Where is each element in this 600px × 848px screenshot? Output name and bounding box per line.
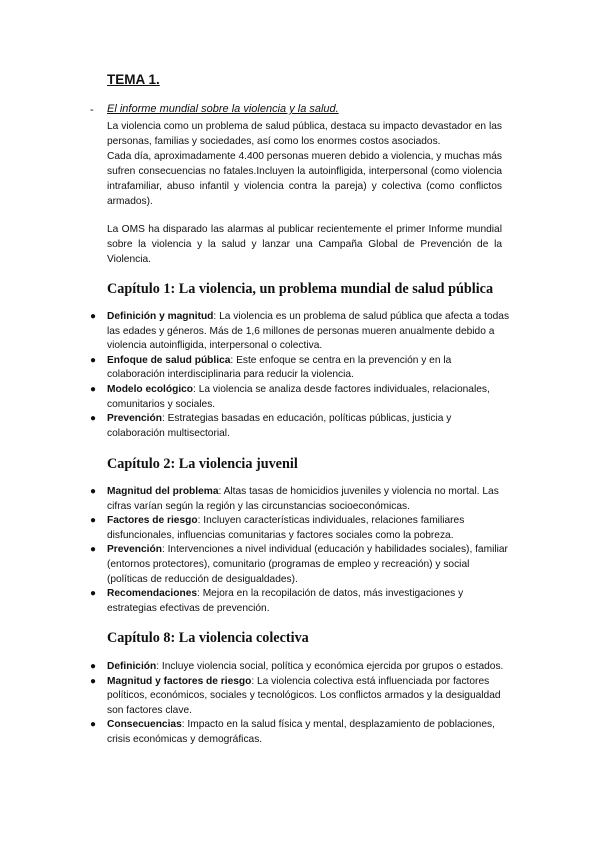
item-text: : Incluyen características individuales, relaciones familiares disfuncionales, influencias comunitarias y factores sociales como la pobreza. xyxy=(107,515,465,541)
list-item xyxy=(90,514,510,543)
item-term: Modelo ecológico xyxy=(107,383,194,395)
item-term: Consecuencias xyxy=(107,719,182,731)
intro-subtitle: El informe mundial sobre la violencia y la salud. xyxy=(107,103,339,115)
chapter-list xyxy=(90,485,510,616)
item-term: Magnitud del problema xyxy=(107,486,219,497)
chapter-list xyxy=(90,660,510,748)
bullet-icon: ● xyxy=(90,486,97,497)
list-item xyxy=(90,412,510,441)
item-text: : Impacto en la salud física y mental, desplazamiento de poblaciones, crisis económicas y demográficas. xyxy=(107,719,495,745)
item-text: : La violencia colectiva está influenciada por factores políticos, económicos, sociales y tecnológicos. Los conflictos armados y la desigualdad son factores clave. xyxy=(107,675,501,716)
document-title: TEMA 1. xyxy=(107,72,160,87)
intro-paragraph: Cada día, aproximadamente 4.400 personas mueren debido a violencia, y muchas más sufren consecuencias no fatales.Incluyen la autoinfligida, interpersonal (como violencia intrafamiliar, abuso infantil y violencia contra la pareja) y colectiva (como conflictos armados). xyxy=(107,151,502,207)
chapter-heading: Capítulo 8: La violencia colectiva xyxy=(107,630,309,646)
item-term: Prevención xyxy=(107,544,162,556)
list-item xyxy=(90,485,510,514)
list-item xyxy=(90,354,510,383)
item-term: Magnitud y factores de riesgo xyxy=(107,675,252,687)
bullet-icon: ● xyxy=(90,383,97,395)
intro-paragraph: La OMS ha disparado las alarmas al publicar recientemente el primer Informe mundial sobre la violencia y la salud y lanzar una Campaña Global de Prevención de la Violencia. xyxy=(107,224,502,265)
bullet-icon: ● xyxy=(90,544,97,556)
item-text: : Mejora en la recopilación de datos, más investigaciones y estrategias efectivas de prevención. xyxy=(107,588,464,614)
item-text: : Estrategias basadas en educación, políticas públicas, justicia y colaboración multisectorial. xyxy=(107,413,452,439)
intro-paragraph: La violencia como un problema de salud pública, destaca su impacto devastador en las personas, familias y sociedades, así como los enormes costos asociados. xyxy=(107,121,502,147)
item-term: Recomendaciones xyxy=(107,588,198,600)
chapter-heading: Capítulo 1: La violencia, un problema mundial de salud pública xyxy=(107,281,494,297)
bullet-icon: ● xyxy=(90,675,97,687)
item-term: Definición y magnitud xyxy=(107,311,214,322)
list-item xyxy=(90,675,510,719)
bullet-icon: ● xyxy=(90,588,97,600)
bullet-icon: ● xyxy=(90,354,97,366)
list-item xyxy=(90,660,510,675)
bullet-icon: ● xyxy=(90,311,97,322)
bullet-icon: ● xyxy=(90,413,97,425)
bullet-icon: ● xyxy=(90,719,97,731)
item-term: Prevención xyxy=(107,413,162,425)
item-text: : Altas tasas de homicidios juveniles y violencia no mortal. Las cifras varían según la región y las circunstancias socioeconómicas. xyxy=(107,486,499,512)
list-item xyxy=(90,718,510,747)
item-term: Factores de riesgo xyxy=(107,515,198,527)
bullet-icon: ● xyxy=(90,515,97,527)
chapter-heading: Capítulo 2: La violencia juvenil xyxy=(107,456,298,472)
item-text: : Intervenciones a nivel individual (educación y habilidades sociales), familiar (entornos protectores), comunitario (programas de empleo y recreación) y social (políticas de reducción de desigualdades). xyxy=(107,544,508,585)
item-text: : Incluye violencia social, política y económica ejercida por grupos o estados. xyxy=(156,661,504,672)
list-item xyxy=(90,310,510,354)
item-term: Definición xyxy=(107,661,157,672)
bullet-icon: ● xyxy=(90,661,97,672)
item-term: Enfoque de salud pública xyxy=(107,354,231,366)
list-item xyxy=(90,587,510,616)
item-text: : La violencia es un problema de salud pública que afecta a todas las edades y géneros. Más de 1,6 millones de personas mueren anualmente debido a violencia autoinfligida, interpersonal o colectiva. xyxy=(107,311,510,352)
item-text: : La violencia se analiza desde factores individuales, relacionales, comunitarios y sociales. xyxy=(107,383,490,410)
list-item xyxy=(90,383,510,412)
list-dash: - xyxy=(90,104,94,116)
chapter-list xyxy=(90,310,510,441)
item-text: : Este enfoque se centra en la prevención y en la colaboración interdisciplinaria para reducir la violencia. xyxy=(107,354,452,381)
list-item xyxy=(90,543,510,587)
